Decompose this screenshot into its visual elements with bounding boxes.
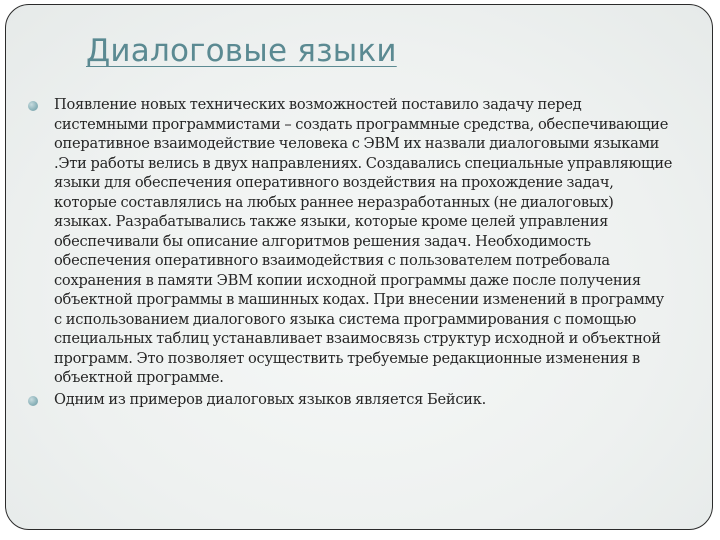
bullet-dot-icon [28, 101, 38, 111]
bullet-list [24, 95, 674, 409]
bullet-dot-icon [28, 396, 38, 406]
bullet-item-1 [24, 95, 674, 388]
bullet-text-1: Появление новых технических возможностей поставило задачу перед системными программистами – создать программные средства, обеспечивающие оперативное взаимодействие человека с ЭВМ их назвали диалоговыми языками .Эти работы велись в двух направлениях. Создавались специальные управляющие языки для обеспечения оперативного воздействия на прохождение задач, которые составлялись на любых раннее неразработанных (не диалоговых) языках. Разрабатывались также языки, которые кроме целей управления обеспечивали бы описание алгоритмов решения задач. Необходимость обеспечения оперативного взаимодействия с пользователем потребовала сохранения в памяти ЭВМ копии исходной программы даже после получения объектной программы в машинных кодах. При внесении изменений в программу с использованием диалогового языка система программирования с помощью специальных таблиц устанавливает взаимосвязь структур исходной и объектной программ. Это позволяет осуществить требуемые редакционные изменения в объектной программе. [54, 96, 673, 386]
bullet-item-2 [24, 390, 674, 410]
slide-title: Диалоговые языки [86, 33, 397, 69]
slide-frame [5, 4, 713, 530]
bullet-text-2: Одним из примеров диалоговых языков является Бейсик. [54, 390, 487, 408]
